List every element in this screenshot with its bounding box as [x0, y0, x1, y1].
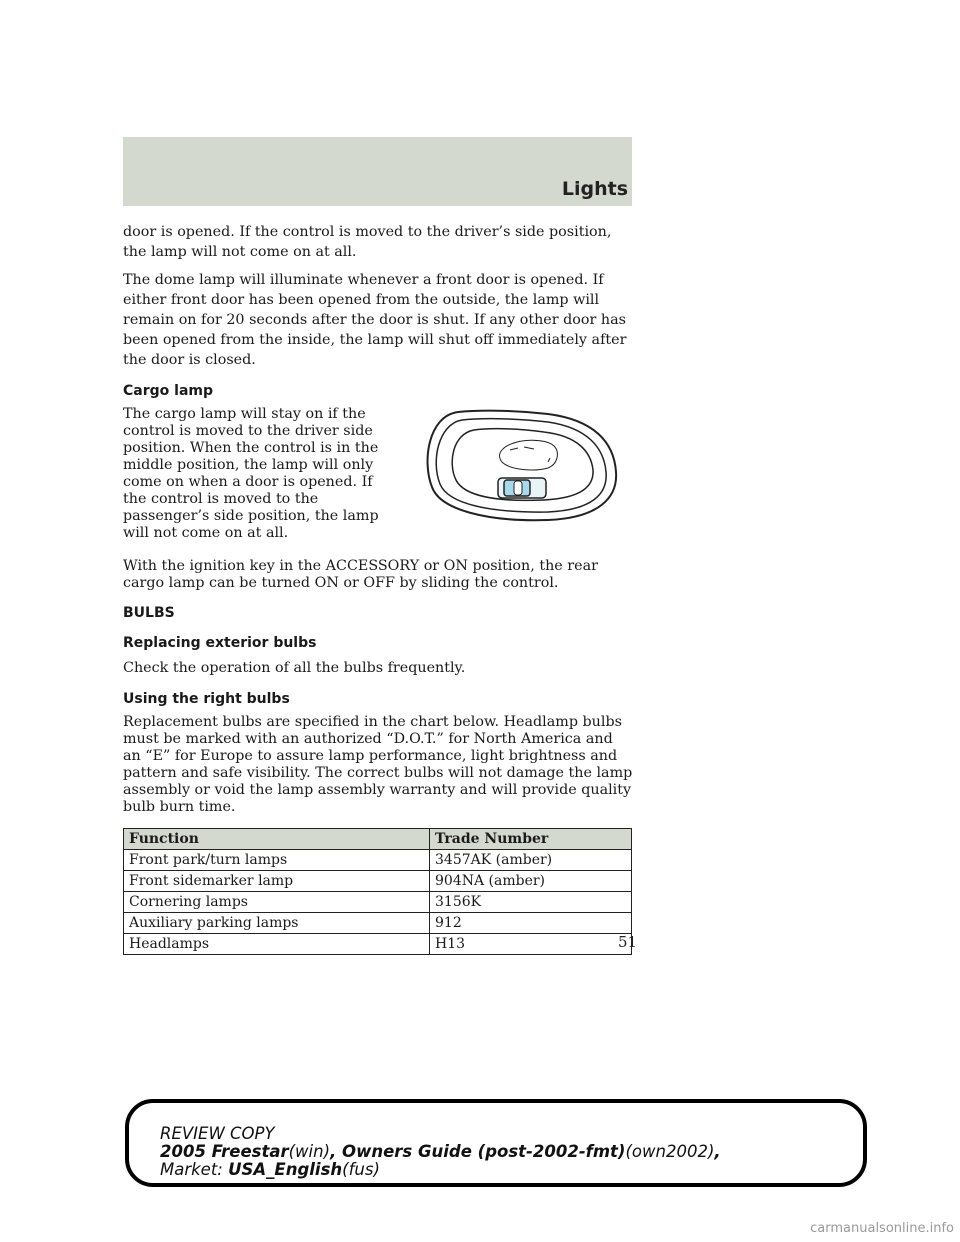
review-copy-text [160, 1125, 721, 1179]
table-row [124, 913, 632, 934]
table-cell: H13 [430, 934, 632, 955]
table-cell: 3156K [430, 892, 632, 913]
paragraph-cargo-lamp: The cargo lamp will stay on if the control is moved to the driver side position. When the control is in the middle position, the lamp will only come on when a door is opened. If the control is moved to the passenger’s side position, the lamp will not come on at all. [123, 406, 379, 541]
watermark: carmanualsonline.info [810, 1221, 954, 1236]
vehicle-name: 2005 Freestar [160, 1142, 289, 1161]
paragraph-replacement: Replacement bulbs are specified in the chart below. Headlamp bulbs must be marked with an authorized “D.O.T.” for North America and an “E” for Europe to assure lamp performance, light brightness and pattern and safe visibility. The correct bulbs will not damage the lamp assembly or void the lamp assembly warranty and will provide quality bulb burn time. [123, 714, 633, 815]
section-title: Lights [561, 178, 628, 200]
cargo-lamp-illustration [418, 402, 623, 527]
review-market-line [160, 1161, 721, 1179]
market-label: Market: [160, 1160, 223, 1179]
paragraph-dome-lamp: The dome lamp will illuminate whenever a front door is opened. If either front door has been opened from the outside, the lamp will remain on for 20 seconds after the door is shut. If any other door has been opened from the inside, the lamp will shut off immediately after the door is closed. [123, 272, 627, 368]
table-header-row [124, 829, 632, 850]
lens-highlight [500, 440, 558, 470]
review-copy-label: REVIEW COPY [160, 1124, 275, 1143]
heading-bulbs: BULBS [123, 605, 175, 621]
vehicle-code: (win) [288, 1142, 331, 1161]
line-trail: , [714, 1142, 721, 1161]
heading-replacing-exterior: Replacing exterior bulbs [123, 635, 317, 651]
table-cell: Front sidemarker lamp [124, 871, 430, 892]
table-cell: 904NA (amber) [430, 871, 632, 892]
page-number: 51 [618, 933, 638, 951]
paragraph-check-bulbs: Check the operation of all the bulbs frequently. [123, 660, 466, 676]
market-code: (fus) [342, 1160, 380, 1179]
table-cell: 3457AK (amber) [430, 850, 632, 871]
cargo-section [123, 406, 633, 550]
column-header-function: Function [124, 829, 430, 850]
paragraph-ignition: With the ignition key in the ACCESSORY or ON position, the rear cargo lamp can be turned ON or OFF by sliding the control. [123, 558, 598, 591]
guide-name: , Owners Guide (post-2002-fmt) [330, 1142, 626, 1161]
page-content [123, 222, 633, 955]
table-row [124, 850, 632, 871]
table-cell: Front park/turn lamps [124, 850, 430, 871]
column-header-trade-number: Trade Number [430, 829, 632, 850]
table-cell: Auxiliary parking lamps [124, 913, 430, 934]
heading-right-bulbs: Using the right bulbs [123, 691, 290, 707]
market-name: USA_English [228, 1160, 343, 1179]
heading-cargo-lamp: Cargo lamp [123, 383, 213, 399]
guide-code: (own2002) [625, 1142, 715, 1161]
table-row [124, 871, 632, 892]
table-cell: Headlamps [124, 934, 430, 955]
table-cell: Cornering lamps [124, 892, 430, 913]
table-row [124, 934, 632, 955]
section-header [123, 137, 632, 206]
paragraph-door-control: door is opened. If the control is moved to the driver’s side position, the lamp will not come on at all. [123, 224, 612, 260]
table-row [124, 892, 632, 913]
table-cell: 912 [430, 913, 632, 934]
review-document-line [160, 1143, 721, 1161]
bulb-table [123, 828, 632, 955]
